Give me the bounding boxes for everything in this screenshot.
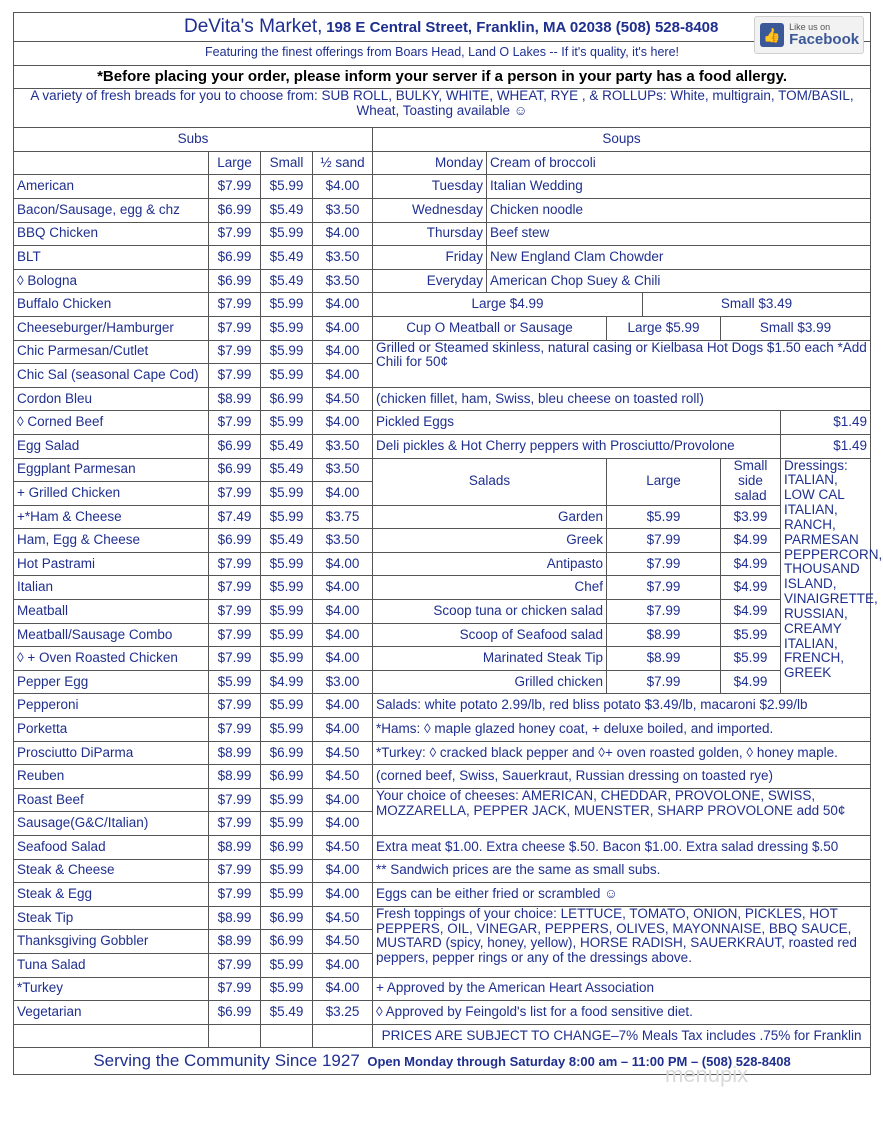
sub-half-price: $4.00 [313, 647, 373, 671]
sub-half-price: $4.50 [313, 906, 373, 930]
col-small: Small [261, 151, 313, 175]
soup-day: Wednesday [373, 198, 487, 222]
sub-name: Ham, Egg & Cheese [14, 529, 209, 553]
sub-name: Buffalo Chicken [14, 293, 209, 317]
sub-name: BBQ Chicken [14, 222, 209, 246]
empty-cell [261, 1024, 313, 1048]
sub-name: Pepperoni [14, 694, 209, 718]
soup-small-price: Small $3.49 [643, 293, 871, 317]
sub-name: Tuna Salad [14, 953, 209, 977]
salad-name: Greek [373, 529, 607, 553]
sub-name: Bacon/Sausage, egg & chz [14, 198, 209, 222]
salad-large-price: $7.99 [607, 600, 721, 624]
cup-large-price: Large $5.99 [607, 316, 721, 340]
sub-small-price: $5.99 [261, 812, 313, 836]
salad-name: Chef [373, 576, 607, 600]
cup-small-price: Small $3.99 [721, 316, 871, 340]
store-header [14, 13, 871, 48]
sub-name: Porketta [14, 718, 209, 742]
thumbs-up-icon: 👍 [760, 23, 784, 47]
sub-small-price: $4.99 [261, 670, 313, 694]
table-row [14, 694, 871, 718]
sub-half-price: $4.50 [313, 836, 373, 860]
sub-half-price: $4.00 [313, 600, 373, 624]
sub-half-price: $4.00 [313, 222, 373, 246]
table-row [14, 765, 871, 789]
sub-half-price: $4.00 [313, 340, 373, 364]
pickled-eggs: Pickled Eggs [373, 411, 781, 435]
table-row [14, 434, 871, 458]
sub-half-price: $4.00 [313, 859, 373, 883]
salad-large-price: $7.99 [607, 576, 721, 600]
sub-small-price: $5.49 [261, 1001, 313, 1025]
sandwich-note: ** Sandwich prices are the same as small subs. [373, 859, 871, 883]
sub-large-price: $7.99 [209, 222, 261, 246]
sub-small-price: $5.99 [261, 411, 313, 435]
sub-large-price: $6.99 [209, 198, 261, 222]
sub-name: Egg Salad [14, 434, 209, 458]
table-row [14, 387, 871, 411]
table-row [14, 151, 871, 175]
cordon-note: (chicken fillet, ham, Swiss, bleu cheese on toasted roll) [373, 387, 871, 411]
eggs-note: Eggs can be either fried or scrambled ☺ [373, 883, 871, 907]
sub-name: ◊ Bologna [14, 269, 209, 293]
salad-small-price: $4.99 [721, 576, 781, 600]
salad-large-price: $7.99 [607, 670, 721, 694]
sub-small-price: $5.99 [261, 316, 313, 340]
sub-half-price: $4.00 [313, 718, 373, 742]
sub-name: Sausage(G&C/Italian) [14, 812, 209, 836]
breads-line: A variety of fresh breads for you to choose from: SUB ROLL, BULKY, WHITE, WHEAT, RYE , & ROLLUPs: White, multigrain, TOM/BASIL, Wheat, Toasting available ☺ [14, 89, 871, 128]
sub-half-price: $3.50 [313, 529, 373, 553]
salad-name: Garden [373, 505, 607, 529]
sub-half-price: $4.00 [313, 482, 373, 506]
watermark: menupix [665, 1062, 749, 1087]
sub-large-price: $8.99 [209, 387, 261, 411]
salad-large-price: $7.99 [607, 552, 721, 576]
sub-name: Vegetarian [14, 1001, 209, 1025]
pickled-eggs-price: $1.49 [781, 411, 871, 435]
sub-large-price: $8.99 [209, 741, 261, 765]
sub-large-price: $6.99 [209, 458, 261, 482]
salad-large-price: $7.99 [607, 529, 721, 553]
table-row [14, 741, 871, 765]
feingold-note: ◊ Approved by Feingold's list for a food sensitive diet. [373, 1001, 871, 1025]
table-row [14, 788, 871, 812]
featuring-line: Featuring the finest offerings from Boars Head, Land O Lakes -- If it's quality, it's here! [14, 42, 871, 66]
subs-title: Subs [14, 128, 373, 152]
sub-half-price: $4.50 [313, 741, 373, 765]
empty-cell [14, 1024, 209, 1048]
sub-small-price: $5.99 [261, 647, 313, 671]
sub-half-price: $4.00 [313, 411, 373, 435]
sub-small-price: $5.99 [261, 694, 313, 718]
sub-half-price: $4.00 [313, 623, 373, 647]
sub-half-price: $3.50 [313, 434, 373, 458]
sub-half-price: $4.50 [313, 765, 373, 789]
store-hours: Open Monday through Saturday 8:00 am – 11:00 PM – (508) 528-8408 [367, 1054, 791, 1069]
sub-small-price: $5.49 [261, 458, 313, 482]
extras-note: Extra meat $1.00. Extra cheese $.50. Bacon $1.00. Extra salad dressing $.50 [373, 836, 871, 860]
sub-large-price: $7.99 [209, 316, 261, 340]
sub-name: Pepper Egg [14, 670, 209, 694]
sub-name: + Grilled Chicken [14, 482, 209, 506]
col-large: Large [209, 151, 261, 175]
sub-large-price: $7.99 [209, 623, 261, 647]
sub-large-price: $8.99 [209, 836, 261, 860]
salad-small-price: $5.99 [721, 623, 781, 647]
soup-day: Thursday [373, 222, 487, 246]
hams-note: *Hams: ◊ maple glazed honey coat, + deluxe boiled, and imported. [373, 718, 871, 742]
dressings-list: Dressings: ITALIAN, LOW CAL ITALIAN, RANCH, PARMESAN PEPPERCORN, THOUSAND ISLAND, VINAIGRETTE, RUSSIAN, CREAMY ITALIAN, FRENCH, GREEK [781, 458, 871, 694]
soup-large-price: Large $4.99 [373, 293, 643, 317]
table-row [14, 198, 871, 222]
sub-name: Prosciutto DiParma [14, 741, 209, 765]
sub-name: Eggplant Parmesan [14, 458, 209, 482]
sub-small-price: $6.99 [261, 387, 313, 411]
toppings-note: Fresh toppings of your choice: LETTUCE, TOMATO, ONION, PICKLES, HOT PEPPERS, OIL, VINEGAR, PEPPERS, OLIVES, MAYONNAISE, BBQ SAUCE, MUSTARD (spicy, honey, yellow), HORSE RADISH, SAUERKRAUT, roasted red peppers, pepper rings or any of the dressings above. [373, 906, 871, 977]
sub-half-price: $4.50 [313, 930, 373, 954]
sub-large-price: $7.99 [209, 482, 261, 506]
sub-large-price: $6.99 [209, 434, 261, 458]
sub-large-price: $6.99 [209, 1001, 261, 1025]
table-row [14, 600, 871, 624]
sub-small-price: $5.99 [261, 222, 313, 246]
sub-small-price: $5.99 [261, 623, 313, 647]
salad-large-price: $8.99 [607, 647, 721, 671]
sub-half-price: $3.50 [313, 458, 373, 482]
sub-name: Hot Pastrami [14, 552, 209, 576]
sub-small-price: $6.99 [261, 930, 313, 954]
sub-small-price: $5.99 [261, 977, 313, 1001]
sub-large-price: $7.99 [209, 552, 261, 576]
sub-name: Roast Beef [14, 788, 209, 812]
sub-large-price: $7.99 [209, 576, 261, 600]
sub-large-price: $7.99 [209, 694, 261, 718]
sub-name: ◊ + Oven Roasted Chicken [14, 647, 209, 671]
soup-day: Monday [373, 151, 487, 175]
cup-o-label: Cup O Meatball or Sausage [373, 316, 607, 340]
sub-large-price: $6.99 [209, 529, 261, 553]
sub-large-price: $8.99 [209, 906, 261, 930]
soup-day: Friday [373, 246, 487, 270]
sub-name: *Turkey [14, 977, 209, 1001]
sub-half-price: $4.00 [313, 694, 373, 718]
soup-name: Italian Wedding [487, 175, 871, 199]
sub-half-price: $4.50 [313, 387, 373, 411]
sub-large-price: $7.99 [209, 340, 261, 364]
sub-half-price: $3.50 [313, 198, 373, 222]
sub-small-price: $5.99 [261, 552, 313, 576]
table-row [14, 529, 871, 553]
sub-small-price: $5.99 [261, 883, 313, 907]
soup-name: New England Clam Chowder [487, 246, 871, 270]
table-row [14, 316, 871, 340]
sub-name: Steak Tip [14, 906, 209, 930]
soup-name: Chicken noodle [487, 198, 871, 222]
sub-half-price: $4.00 [313, 883, 373, 907]
salad-small-price: $4.99 [721, 600, 781, 624]
sub-half-price: $4.00 [313, 788, 373, 812]
sub-large-price: $7.99 [209, 647, 261, 671]
sub-name: Chic Sal (seasonal Cape Cod) [14, 364, 209, 388]
salads-by-lb: Salads: white potato 2.99/lb, red bliss potato $3.49/lb, macaroni $2.99/lb [373, 694, 871, 718]
subs-name-header [14, 151, 209, 175]
sub-half-price: $3.50 [313, 269, 373, 293]
sub-large-price: $6.99 [209, 246, 261, 270]
soup-name: Cream of broccoli [487, 151, 871, 175]
soup-name: Beef stew [487, 222, 871, 246]
table-row [14, 175, 871, 199]
salad-name: Scoop of Seafood salad [373, 623, 607, 647]
sub-large-price: $7.99 [209, 600, 261, 624]
table-row [14, 670, 871, 694]
empty-cell [313, 1024, 373, 1048]
sub-name: Italian [14, 576, 209, 600]
sub-half-price: $4.00 [313, 812, 373, 836]
salad-large-price: $8.99 [607, 623, 721, 647]
sub-small-price: $5.99 [261, 576, 313, 600]
salad-name: Grilled chicken [373, 670, 607, 694]
sub-large-price: $8.99 [209, 765, 261, 789]
hot-dogs-note: Grilled or Steamed skinless, natural casing or Kielbasa Hot Dogs $1.50 each *Add Chili for 50¢ [373, 340, 871, 387]
sub-half-price: $4.00 [313, 953, 373, 977]
salad-name: Marinated Steak Tip [373, 647, 607, 671]
sub-large-price: $7.99 [209, 953, 261, 977]
salad-name: Scoop tuna or chicken salad [373, 600, 607, 624]
salads-title: Salads [373, 458, 607, 505]
menu-table [13, 12, 883, 1075]
sub-name: Thanksgiving Gobbler [14, 930, 209, 954]
table-row [14, 977, 871, 1001]
sub-large-price: $7.99 [209, 411, 261, 435]
sub-small-price: $5.99 [261, 600, 313, 624]
sub-large-price: $7.99 [209, 977, 261, 1001]
salad-small-price: $4.99 [721, 552, 781, 576]
reuben-note: (corned beef, Swiss, Sauerkraut, Russian dressing on toasted rye) [373, 765, 871, 789]
sub-half-price: $4.00 [313, 316, 373, 340]
salad-small-price: $4.99 [721, 670, 781, 694]
sub-small-price: $6.99 [261, 741, 313, 765]
deli-pickles: Deli pickles & Hot Cherry peppers with Prosciutto/Provolone [373, 434, 781, 458]
salad-name: Antipasto [373, 552, 607, 576]
table-row [14, 859, 871, 883]
sub-half-price: $4.00 [313, 293, 373, 317]
sub-half-price: $4.00 [313, 364, 373, 388]
sub-small-price: $5.99 [261, 175, 313, 199]
sub-large-price: $7.99 [209, 175, 261, 199]
sub-half-price: $3.00 [313, 670, 373, 694]
salad-small-price: $5.99 [721, 647, 781, 671]
salads-col-small: Small side salad [721, 458, 781, 505]
empty-cell [209, 1024, 261, 1048]
table-row [14, 623, 871, 647]
sub-name: Meatball [14, 600, 209, 624]
sub-name: Cordon Bleu [14, 387, 209, 411]
sub-name: Reuben [14, 765, 209, 789]
sub-name: BLT [14, 246, 209, 270]
table-row [14, 647, 871, 671]
sub-small-price: $5.99 [261, 505, 313, 529]
table-row [14, 883, 871, 907]
sub-small-price: $5.99 [261, 953, 313, 977]
sub-large-price: $7.99 [209, 364, 261, 388]
sub-large-price: $5.99 [209, 670, 261, 694]
cheeses-note: Your choice of cheeses: AMERICAN, CHEDDAR, PROVOLONE, SWISS, MOZZARELLA, PEPPER JACK, MUENSTER, SHARP PROVOLONE add 50¢ [373, 788, 871, 835]
sub-small-price: $5.49 [261, 529, 313, 553]
sub-small-price: $5.99 [261, 718, 313, 742]
salad-small-price: $3.99 [721, 505, 781, 529]
sub-small-price: $5.49 [261, 269, 313, 293]
sub-name: Steak & Cheese [14, 859, 209, 883]
sub-name: Cheeseburger/Hamburger [14, 316, 209, 340]
sub-small-price: $5.99 [261, 788, 313, 812]
sub-half-price: $4.00 [313, 576, 373, 600]
soup-day: Everyday [373, 269, 487, 293]
sub-half-price: $3.50 [313, 246, 373, 270]
sub-name: ◊ Corned Beef [14, 411, 209, 435]
sub-small-price: $5.49 [261, 198, 313, 222]
sub-large-price: $7.99 [209, 718, 261, 742]
table-row [14, 293, 871, 317]
sub-half-price: $3.25 [313, 1001, 373, 1025]
soups-title: Soups [373, 128, 871, 152]
table-row [14, 1001, 871, 1025]
salad-small-price: $4.99 [721, 529, 781, 553]
sub-half-price: $3.75 [313, 505, 373, 529]
sub-small-price: $5.99 [261, 859, 313, 883]
table-row [14, 552, 871, 576]
sub-name: Steak & Egg [14, 883, 209, 907]
sub-large-price: $7.99 [209, 812, 261, 836]
serving-since: Serving the Community Since 1927 [93, 1051, 360, 1070]
table-row [14, 246, 871, 270]
sub-small-price: $5.49 [261, 434, 313, 458]
sub-large-price: $7.99 [209, 883, 261, 907]
table-row [14, 906, 871, 930]
soup-day: Tuesday [373, 175, 487, 199]
menu-page [13, 12, 883, 1075]
prices-note: PRICES ARE SUBJECT TO CHANGE–7% Meals Tax includes .75% for Franklin [373, 1024, 871, 1048]
table-row [14, 128, 871, 152]
salads-col-large: Large [607, 458, 721, 505]
facebook-label: Facebook [789, 31, 860, 48]
turkey-note: *Turkey: ◊ cracked black pepper and ◊+ oven roasted golden, ◊ honey maple. [373, 741, 871, 765]
table-row [14, 1024, 871, 1048]
sub-small-price: $5.49 [261, 246, 313, 270]
sub-small-price: $6.99 [261, 836, 313, 860]
table-row [14, 576, 871, 600]
table-row [14, 718, 871, 742]
salad-large-price: $5.99 [607, 505, 721, 529]
sub-name: Meatball/Sausage Combo [14, 623, 209, 647]
sub-large-price: $7.99 [209, 859, 261, 883]
sub-large-price: $7.49 [209, 505, 261, 529]
col-half: ½ sand [313, 151, 373, 175]
table-row [14, 411, 871, 435]
sub-half-price: $4.00 [313, 175, 373, 199]
sub-small-price: $5.99 [261, 482, 313, 506]
store-name: DeVita's Market, [184, 15, 323, 37]
sub-large-price: $7.99 [209, 293, 261, 317]
facebook-like-button[interactable] [754, 16, 864, 54]
table-row [14, 836, 871, 860]
table-row [14, 458, 871, 482]
sub-small-price: $6.99 [261, 765, 313, 789]
facebook-small-label: Like us on [789, 22, 831, 32]
sub-large-price: $6.99 [209, 269, 261, 293]
sub-small-price: $5.99 [261, 340, 313, 364]
sub-half-price: $4.00 [313, 977, 373, 1001]
deli-pickles-price: $1.49 [781, 434, 871, 458]
heart-note: + Approved by the American Heart Association [373, 977, 871, 1001]
table-row [14, 340, 871, 364]
sub-small-price: $6.99 [261, 906, 313, 930]
table-row [14, 222, 871, 246]
sub-name: Chic Parmesan/Cutlet [14, 340, 209, 364]
table-row [14, 269, 871, 293]
sub-name: +*Ham & Cheese [14, 505, 209, 529]
sub-large-price: $8.99 [209, 930, 261, 954]
sub-small-price: $5.99 [261, 364, 313, 388]
sub-name: American [14, 175, 209, 199]
soup-name: American Chop Suey & Chili [487, 269, 871, 293]
sub-large-price: $7.99 [209, 788, 261, 812]
table-row [14, 505, 871, 529]
sub-small-price: $5.99 [261, 293, 313, 317]
store-address: 198 E Central Street, Franklin, MA 02038 (508) 528-8408 [326, 18, 719, 36]
allergy-notice: *Before placing your order, please inform your server if a person in your party has a food allergy. [14, 65, 871, 89]
sub-name: Seafood Salad [14, 836, 209, 860]
sub-half-price: $4.00 [313, 552, 373, 576]
